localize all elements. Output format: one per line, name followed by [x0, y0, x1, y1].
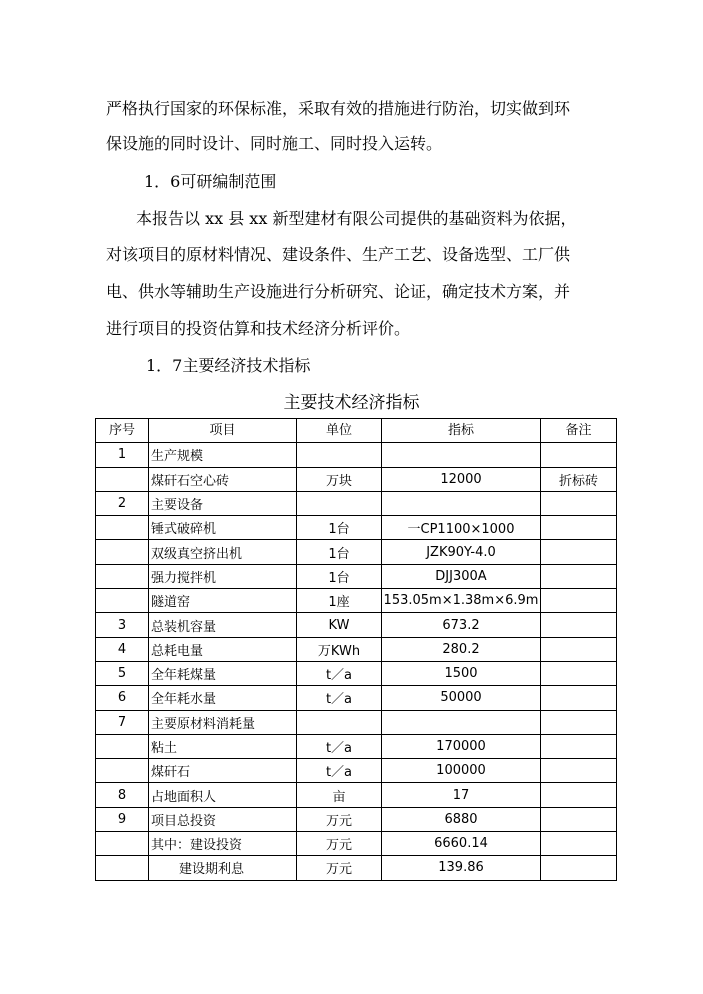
table-row: [96, 467, 617, 491]
cell-no: [96, 832, 149, 856]
cell-no: [96, 516, 149, 540]
cell-item: 强力搅拌机: [149, 564, 297, 588]
cell-note: [541, 491, 617, 515]
cell-no: 9: [96, 807, 149, 831]
cell-note: [541, 516, 617, 540]
cell-value: 153.05m×1.38m×6.9m: [382, 589, 541, 613]
table-row: [96, 516, 617, 540]
cell-unit: t／a: [297, 759, 382, 783]
table-row: [96, 661, 617, 685]
cell-note: [541, 613, 617, 637]
cell-item: 全年耗水量: [149, 686, 297, 710]
cell-value: 50000: [382, 686, 541, 710]
cell-note: 折标砖: [541, 467, 617, 491]
cell-value: DJJ300A: [382, 564, 541, 588]
cell-item: 总耗电量: [149, 637, 297, 661]
cell-no: [96, 856, 149, 880]
header-item: 项目: [149, 419, 297, 443]
cell-item: 锤式破碎机: [149, 516, 297, 540]
cell-item: 建设期利息: [149, 856, 297, 880]
cell-unit: 1台: [297, 516, 382, 540]
cell-note: [541, 807, 617, 831]
table-row: [96, 686, 617, 710]
header-no: 序号: [96, 419, 149, 443]
cell-unit: 万元: [297, 856, 382, 880]
paragraph2-line4: 进行项目的投资估算和技术经济分析评价。: [106, 319, 411, 338]
table-row: [96, 856, 617, 880]
cell-note: [541, 710, 617, 734]
cell-note: [541, 783, 617, 807]
cell-value: 一CP1100×1000: [382, 516, 541, 540]
table-row: [96, 734, 617, 758]
cell-unit: t／a: [297, 661, 382, 685]
cell-note: [541, 589, 617, 613]
cell-no: 6: [96, 686, 149, 710]
indicators-table: [95, 418, 617, 881]
cell-unit: [297, 443, 382, 467]
table-row: [96, 637, 617, 661]
cell-unit: 万块: [297, 467, 382, 491]
cell-note: [541, 637, 617, 661]
table-row: [96, 807, 617, 831]
table-row: [96, 443, 617, 467]
cell-no: 2: [96, 491, 149, 515]
cell-value: 6660.14: [382, 832, 541, 856]
cell-no: [96, 734, 149, 758]
cell-value: 1500: [382, 661, 541, 685]
table-row: [96, 589, 617, 613]
cell-value: 12000: [382, 467, 541, 491]
cell-value: 280.2: [382, 637, 541, 661]
cell-unit: 万KWh: [297, 637, 382, 661]
cell-no: 8: [96, 783, 149, 807]
cell-no: [96, 564, 149, 588]
paragraph2-line3: 电、供水等辅助生产设施进行分析研究、论证，确定技术方案，并: [106, 282, 571, 301]
cell-item: 双级真空挤出机: [149, 540, 297, 564]
section-1-6-heading: 1．6可研编制范围: [144, 172, 277, 191]
cell-note: [541, 832, 617, 856]
cell-item: 主要设备: [149, 491, 297, 515]
paragraph1-line2: 保设施的同时设计、同时施工、同时投入运转。: [106, 134, 443, 153]
cell-value: 100000: [382, 759, 541, 783]
cell-item: 项目总投资: [149, 807, 297, 831]
cell-no: 1: [96, 443, 149, 467]
cell-value: 673.2: [382, 613, 541, 637]
table-row: [96, 491, 617, 515]
cell-note: [541, 856, 617, 880]
paragraph1-line1: 严格执行国家的环保标准，采取有效的措施进行防治，切实做到环: [106, 99, 571, 118]
table-row: [96, 540, 617, 564]
cell-item: 主要原材料消耗量: [149, 710, 297, 734]
cell-no: [96, 589, 149, 613]
cell-no: [96, 467, 149, 491]
cell-note: [541, 661, 617, 685]
cell-unit: 1台: [297, 564, 382, 588]
cell-no: [96, 540, 149, 564]
cell-item: 隧道窑: [149, 589, 297, 613]
cell-unit: t／a: [297, 734, 382, 758]
cell-note: [541, 734, 617, 758]
cell-note: [541, 564, 617, 588]
cell-no: 4: [96, 637, 149, 661]
header-unit: 单位: [297, 419, 382, 443]
cell-item: 全年耗煤量: [149, 661, 297, 685]
table-title: 主要技术经济指标: [283, 393, 420, 413]
table-header-row: [96, 419, 617, 443]
table-row: [96, 832, 617, 856]
cell-value: [382, 491, 541, 515]
cell-no: 3: [96, 613, 149, 637]
cell-unit: [297, 491, 382, 515]
cell-unit: KW: [297, 613, 382, 637]
cell-item: 煤矸石: [149, 759, 297, 783]
cell-item: 其中：建设投资: [149, 832, 297, 856]
cell-item: 总装机容量: [149, 613, 297, 637]
cell-value: [382, 710, 541, 734]
cell-value: [382, 443, 541, 467]
cell-no: 5: [96, 661, 149, 685]
header-value: 指标: [382, 419, 541, 443]
cell-unit: 万元: [297, 807, 382, 831]
paragraph2-line1: 本报告以 xx 县 xx 新型建材有限公司提供的基础资料为依据，: [136, 209, 577, 228]
table-row: [96, 783, 617, 807]
cell-note: [541, 759, 617, 783]
table-row: [96, 759, 617, 783]
cell-value: 139.86: [382, 856, 541, 880]
cell-item: 占地面积人: [149, 783, 297, 807]
cell-unit: 1台: [297, 540, 382, 564]
cell-item: 生产规模: [149, 443, 297, 467]
cell-unit: 万元: [297, 832, 382, 856]
cell-no: 7: [96, 710, 149, 734]
cell-unit: 1座: [297, 589, 382, 613]
paragraph2-line2: 对该项目的原材料情况、建设条件、生产工艺、设备选型、工厂供: [106, 245, 571, 264]
table-row: [96, 710, 617, 734]
cell-note: [541, 540, 617, 564]
cell-value: JZK90Y-4.0: [382, 540, 541, 564]
table-row: [96, 613, 617, 637]
cell-no: [96, 759, 149, 783]
cell-value: 17: [382, 783, 541, 807]
cell-value: 170000: [382, 734, 541, 758]
cell-unit: 亩: [297, 783, 382, 807]
section-1-7-heading: 1．7主要经济技术指标: [146, 356, 311, 375]
cell-unit: t／a: [297, 686, 382, 710]
cell-value: 6880: [382, 807, 541, 831]
cell-note: [541, 686, 617, 710]
header-note: 备注: [541, 419, 617, 443]
cell-item: 粘土: [149, 734, 297, 758]
cell-item: 煤矸石空心砖: [149, 467, 297, 491]
table-row: [96, 564, 617, 588]
cell-unit: [297, 710, 382, 734]
cell-note: [541, 443, 617, 467]
